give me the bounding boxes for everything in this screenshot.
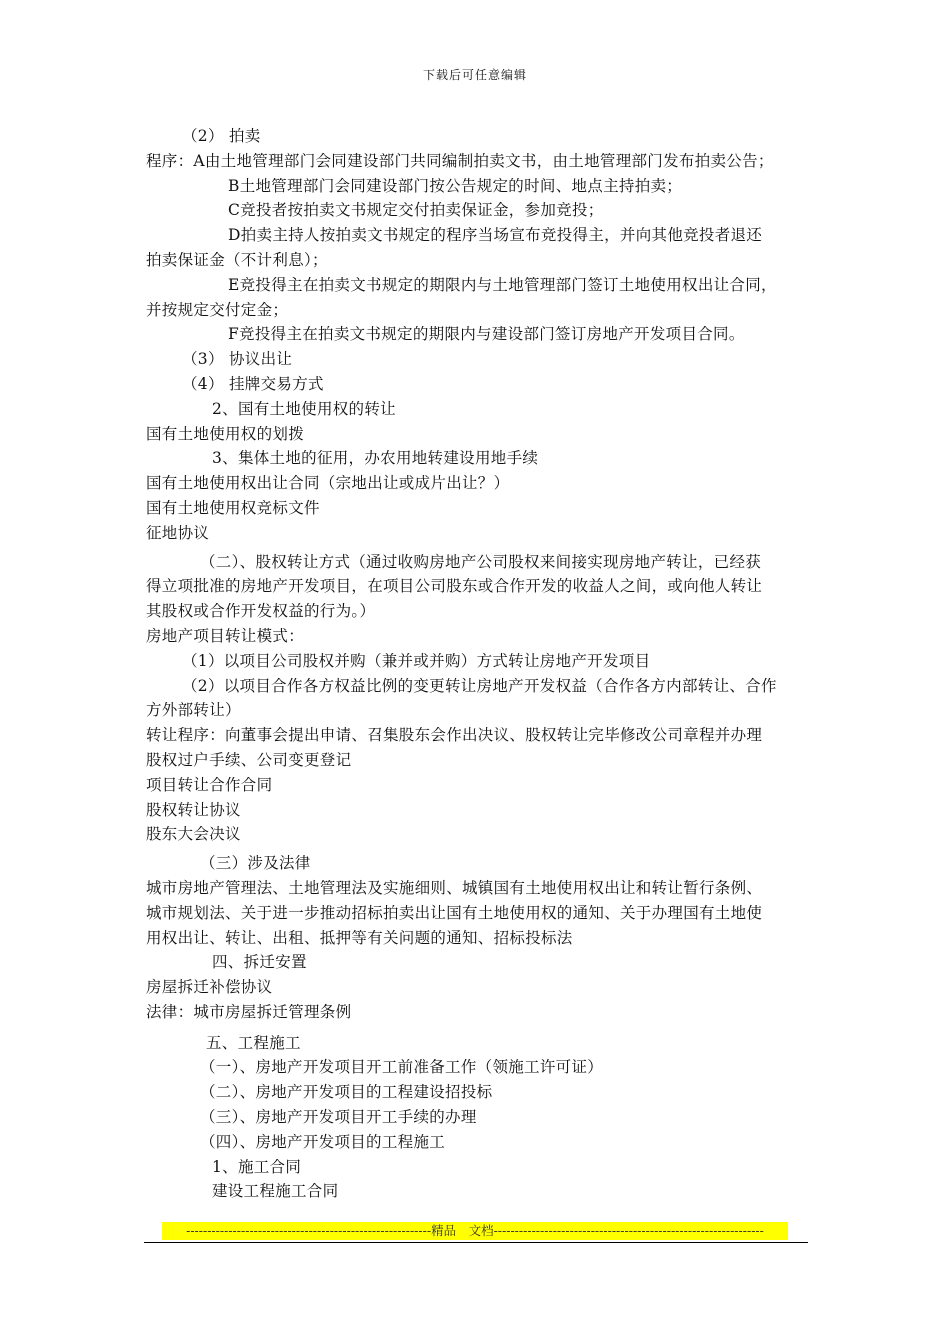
text-line: 征地协议 (146, 523, 210, 542)
text-line: （三）、房地产开发项目开工手续的办理 (200, 1108, 477, 1127)
text-line: 程序：A由土地管理部门会同建设部门共同编制拍卖文书，由土地管理部门发布拍卖公告； (146, 151, 774, 170)
text-line: 股权转让协议 (146, 800, 241, 819)
document-body (146, 124, 810, 1204)
text-line: （1）以项目公司股权并购（兼并或并购）方式转让房地产开发项目 (182, 651, 651, 670)
text-line: 国有土地使用权的划拨 (146, 424, 305, 443)
text-line: 五、工程施工 (206, 1033, 301, 1052)
text-line: 项目转让合作合同 (146, 775, 273, 794)
text-line: （2）以项目合作各方权益比例的变更转让房地产开发权益（合作各方内部转让、合作 (182, 676, 777, 695)
text-line: C竞投者按拍卖文书规定交付拍卖保证金，参加竞投； (228, 201, 604, 220)
text-line: B土地管理部门会同建设部门按公告规定的时间、地点主持拍卖； (228, 176, 683, 195)
text-line: 四、拆迁安置 (212, 953, 307, 972)
text-line: 城市房地产管理法、土地管理法及实施细则、城镇国有土地使用权出让和转让暂行条例、 (146, 878, 763, 897)
text-line: 股权过户手续、公司变更登记 (146, 750, 352, 769)
text-line: 转让程序：向董事会提出申请、召集股东会作出决议、股权转让完毕修改公司章程并办理 (146, 726, 763, 745)
text-line: 拍卖保证金（不计利息）； (146, 250, 328, 269)
text-line: 房屋拆迁补偿协议 (146, 978, 273, 997)
text-line: 城市规划法、关于进一步推动招标拍卖出让国有土地使用权的通知、关于办理国有土地使 (146, 903, 763, 922)
text-line: 国有土地使用权竞标文件 (146, 498, 320, 517)
text-line: 得立项批准的房地产开发项目，在项目公司股东或合作开发的收益人之间，或向他人转让 (146, 577, 763, 596)
text-line: 1、施工合同 (212, 1157, 302, 1176)
text-line: 股东大会决议 (146, 825, 241, 844)
text-line: 其股权或合作开发权益的行为。） (146, 602, 376, 621)
text-line: 方外部转让） (146, 701, 241, 720)
footer-divider (144, 1242, 808, 1243)
text-line: 3、集体土地的征用，办农用地转建设用地手续 (212, 449, 539, 468)
page-footer-banner: ----------------------------------------------------------精品 文档---------------------------------------------------------------- (162, 1222, 788, 1240)
text-line: 房地产项目转让模式： (146, 626, 305, 645)
text-line: （3） 协议出让 (182, 350, 293, 369)
text-line: （2） 拍卖 (182, 127, 261, 145)
text-line: F竞投得主在拍卖文书规定的期限内与建设部门签订房地产开发项目合同。 (228, 325, 745, 344)
text-line: 2、国有土地使用权的转让 (212, 399, 396, 418)
text-line: 用权出让、转让、出租、抵押等有关问题的通知、招标投标法 (146, 928, 573, 947)
text-line: （二）、股权转让方式（通过收购房地产公司股权来间接实现房地产转让，已经获 (200, 552, 762, 571)
text-line: 并按规定交付定金； (146, 300, 289, 319)
text-line: 建设工程施工合同 (212, 1182, 339, 1201)
text-line: 国有土地使用权出让合同（宗地出让或成片出让？） (146, 474, 510, 493)
text-line: （4） 挂牌交易方式 (182, 374, 324, 393)
text-line: （三）涉及法律 (200, 854, 311, 873)
text-line: （二）、房地产开发项目的工程建设招投标 (200, 1083, 493, 1102)
text-line: D拍卖主持人按拍卖文书规定的程序当场宣布竞投得主，并向其他竞投者退还 (228, 226, 763, 245)
text-line: 法律：城市房屋拆迁管理条例 (146, 1002, 352, 1021)
text-line: （一）、房地产开发项目开工前准备工作（领施工许可证） (200, 1058, 604, 1077)
text-line: E竞投得主在拍卖文书规定的期限内与土地管理部门签订土地使用权出让合同， (228, 275, 777, 294)
page-header: 下载后可任意编辑 (422, 68, 527, 82)
text-line: （四）、房地产开发项目的工程施工 (200, 1132, 446, 1151)
